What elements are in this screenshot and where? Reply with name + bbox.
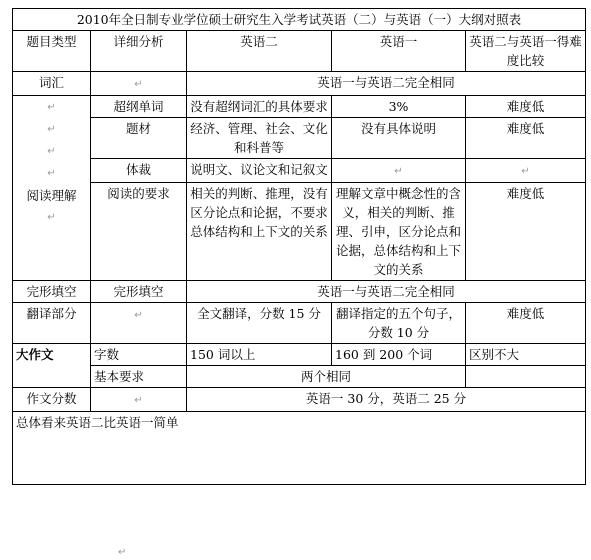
essay-type: 大作文 — [13, 344, 91, 388]
vocab-type: 词汇 — [13, 72, 91, 96]
essay-req-empty — [466, 366, 586, 388]
essay-req-row — [13, 366, 586, 388]
essay-req-note: 两个相同 — [187, 366, 466, 388]
reading-item-3: 体裁 — [91, 159, 187, 183]
essay-row — [13, 344, 586, 366]
table-title: 2010年全日制专业学位硕士研究生入学考试英语（二）与英语（一）大纲对照表 — [13, 9, 586, 31]
reading-item-4: 阅读的要求 — [91, 183, 187, 281]
reading-cmp-4: 难度低 — [466, 183, 586, 281]
summary-row — [13, 412, 586, 485]
paragraph-mark: ↵ — [118, 547, 127, 558]
translation-type: 翻译部分 — [13, 303, 91, 344]
reading-e2-2: 经济、管理、社会、文化和科普等 — [187, 118, 332, 159]
score-type: 作文分数 — [13, 388, 91, 412]
header-analysis: 详细分析 — [91, 31, 187, 72]
cloze-note: 英语一与英语二完全相同 — [187, 281, 586, 303]
reading-row-4 — [13, 183, 586, 281]
reading-type-cell: ↵ ↵ ↵ ↵ 阅读理解 ↵ — [13, 96, 91, 281]
vocab-row — [13, 72, 586, 96]
reading-cmp-2: 难度低 — [466, 118, 586, 159]
reading-e1-2: 没有具体说明 — [332, 118, 466, 159]
cloze-row — [13, 281, 586, 303]
vocab-mark: ↵ — [91, 72, 187, 96]
comparison-table — [12, 8, 586, 485]
translation-e1: 翻译指定的五个句子，分数 10 分 — [332, 303, 466, 344]
reading-cmp-3: ↵ — [466, 159, 586, 183]
essay-req-label: 基本要求 — [91, 366, 187, 388]
header-type: 题目类型 — [13, 31, 91, 72]
essay-cmp: 区别不大 — [466, 344, 586, 366]
essay-e1: 160 到 200 个词 — [332, 344, 466, 366]
reading-type: 阅读理解 — [26, 188, 77, 203]
score-mark: ↵ — [91, 388, 187, 412]
score-note: 英语一 30 分，英语二 25 分 — [187, 388, 586, 412]
header-difficulty: 英语二与英语一得难度比较 — [466, 31, 586, 72]
translation-row — [13, 303, 586, 344]
reading-e1-4: 理解文章中概念性的含义，相关的判断、推理、引申，区分论点和论据，总体结构和上下文的关系 — [332, 183, 466, 281]
header-english1: 英语一 — [332, 31, 466, 72]
reading-item-1: 超纲单词 — [91, 96, 187, 118]
reading-row-2 — [13, 118, 586, 159]
reading-item-2: 题材 — [91, 118, 187, 159]
reading-e2-3: 说明文、议论文和记叙文 — [187, 159, 332, 183]
reading-e1-1: 3% — [332, 96, 466, 118]
score-row — [13, 388, 586, 412]
vocab-note: 英语一与英语二完全相同 — [187, 72, 586, 96]
reading-row-1 — [13, 96, 586, 118]
reading-cmp-1: 难度低 — [466, 96, 586, 118]
reading-e2-4: 相关的判断、推理，没有区分论点和论据，不要求总体结构和上下文的关系 — [187, 183, 332, 281]
summary-text: 总体看来英语二比英语一简单 — [13, 412, 586, 485]
reading-row-3 — [13, 159, 586, 183]
essay-wordcount-label: 字数 — [91, 344, 187, 366]
cloze-item: 完形填空 — [91, 281, 187, 303]
reading-e1-3: ↵ — [332, 159, 466, 183]
cloze-type: 完形填空 — [13, 281, 91, 303]
translation-cmp: 难度低 — [466, 303, 586, 344]
translation-e2: 全文翻译，分数 15 分 — [187, 303, 332, 344]
header-english2: 英语二 — [187, 31, 332, 72]
essay-e2: 150 词以上 — [187, 344, 332, 366]
reading-e2-1: 没有超纲词汇的具体要求 — [187, 96, 332, 118]
header-row — [13, 31, 586, 72]
translation-mark: ↵ — [91, 303, 187, 344]
